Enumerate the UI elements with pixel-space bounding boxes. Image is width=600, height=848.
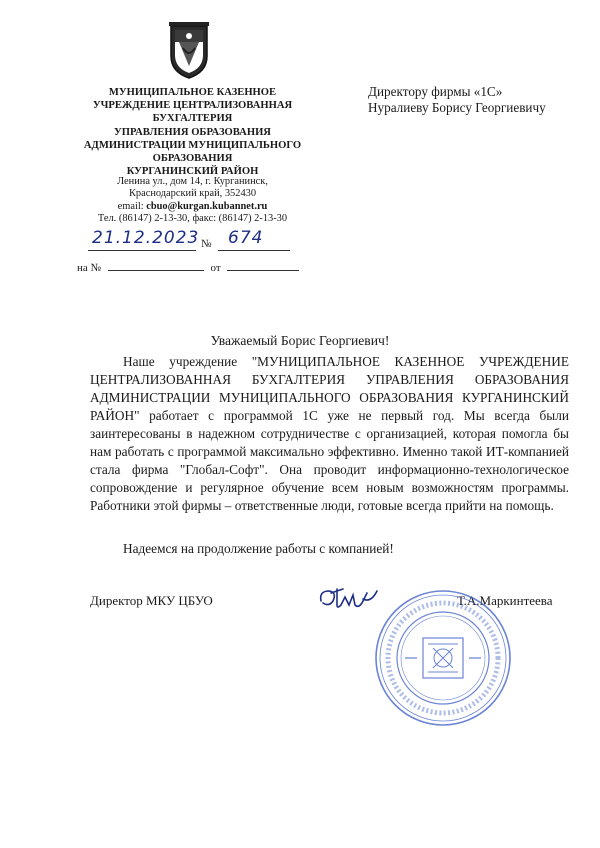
email-address: cbuo@kurgan.kubannet.ru xyxy=(146,200,268,212)
address-line: Ленина ул., дом 14, г. Курганинск, xyxy=(117,176,268,187)
letter-closing-paragraph: Надеемся на продолжение работы с компанией! xyxy=(123,541,394,556)
reference-number-label: на № xyxy=(77,262,102,274)
email-label: email: xyxy=(117,200,144,212)
recipient-block xyxy=(368,84,546,116)
email-line xyxy=(70,201,315,213)
organization-name xyxy=(70,86,315,178)
letter-body xyxy=(90,353,569,515)
letter-paragraph: Наше учреждение "МУНИЦИПАЛЬНОЕ КАЗЕННОЕ УЧРЕЖДЕНИЕ ЦЕНТРАЛИЗОВАННАЯ БУХГАЛТЕРИЯ УПРАВЛЕНИЯ ОБРАЗОВАНИЯ АДМИНИСТРАЦИИ МУНИЦИПАЛЬНОГО ОБРАЗОВАНИЯ КУРГАНИНСКИЙ РАЙОН" работает с программой 1С уже не первый год. Мы всегда были заинтересованы в надежном сотрудничестве с организацией, которая помогла бы нам работать с программой максимально эффективно. Именно такой ИТ-компанией стала фирма "Глобал-Софт". Она проводит информационно-технологическое сопровождение и регулярное обучение всем новым возможностям программы. Работники этой фирмы – ответственные люди, готовые всегда прийти на помощь. xyxy=(90,354,569,513)
org-line: АДМИНИСТРАЦИИ МУНИЦИПАЛЬНОГО xyxy=(83,139,302,151)
letter-greeting: Уважаемый Борис Георгиевич! xyxy=(210,333,390,348)
coat-of-arms-emblem xyxy=(165,20,213,82)
address-line: Краснодарский край, 352430 xyxy=(128,188,257,200)
org-line: КУРГАНИНСКИЙ РАЙОН xyxy=(126,166,259,178)
registration-date: 21.12.2023 xyxy=(92,228,200,248)
date-underline xyxy=(88,250,196,251)
reference-date-blank xyxy=(227,270,299,271)
org-line: УПРАВЛЕНИЯ ОБРАЗОВАНИЯ xyxy=(114,126,271,138)
org-line: УЧРЕЖДЕНИЕ ЦЕНТРАЛИЗОВАННАЯ xyxy=(92,100,293,112)
reference-number-blank xyxy=(108,270,204,271)
signatory-name: Т.А.Маркинтеева xyxy=(457,593,553,608)
reference-line xyxy=(77,262,299,274)
registration-number: 674 xyxy=(228,228,264,248)
organization-address xyxy=(70,176,315,226)
org-line: МУНИЦИПАЛЬНОЕ КАЗЕННОЕ xyxy=(108,87,277,98)
signatory-position: Директор МКУ ЦБУО xyxy=(90,593,213,608)
number-sign: № xyxy=(201,238,212,250)
recipient-name: Нуралиеву Борису Георгиевичу xyxy=(368,100,546,115)
reference-date-label: от xyxy=(210,262,221,274)
org-line: ОБРАЗОВАНИЯ xyxy=(152,153,233,165)
official-stamp xyxy=(373,588,513,728)
number-underline xyxy=(218,250,290,251)
org-line: БУХГАЛТЕРИЯ xyxy=(152,113,233,125)
recipient-position: Директору фирмы «1С» xyxy=(368,84,503,99)
phone-line: Тел. (86147) 2-13-30, факс: (86147) 2-13-30 xyxy=(97,213,288,225)
